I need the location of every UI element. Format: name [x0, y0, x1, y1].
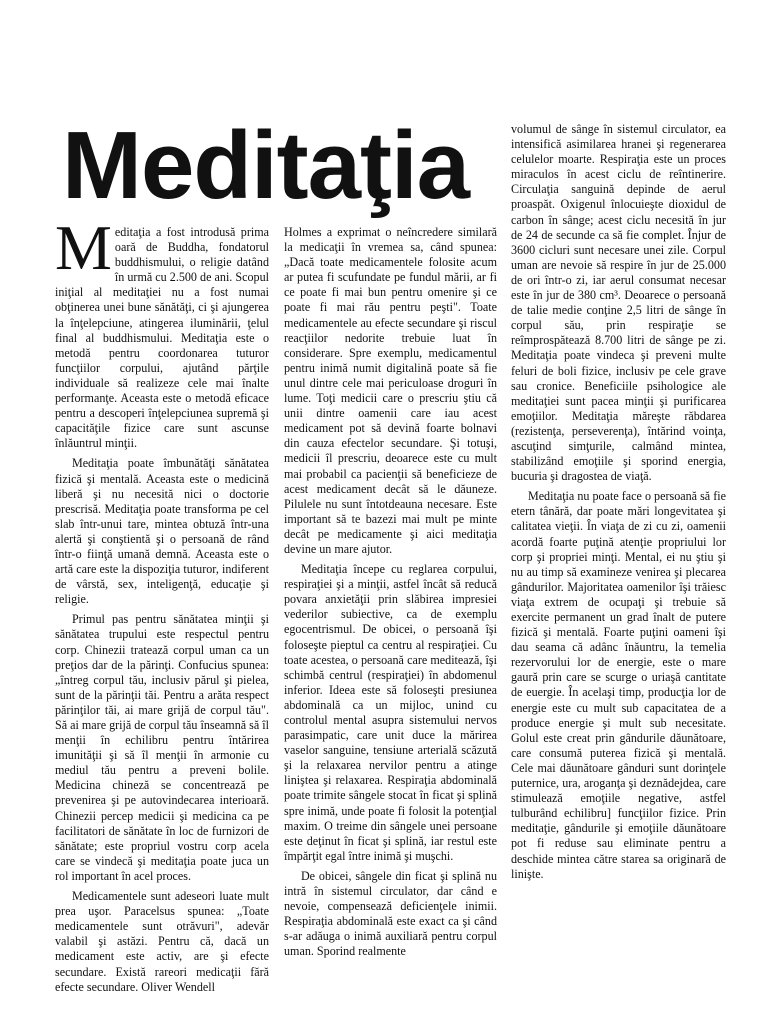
paragraph: Holmes a exprimat o neîncredere similară la medicaţii în vremea sa, când spunea: „Dacă toate medicamentele folosite acum ar putea fi scufundate pe fundul mării, ar fi ce poate fi mai bun pentru omenire şi ce poate fi mai rău pentru peşti". Toate medicamentele au efecte secundare şi riscul reacţiilor nedorite trebuie luat în considerare. Spre exemplu, medicamentul pentru inimă numit digitalină poate să fie unul dintre cele mai periculoase droguri în lume. Toţi medicii care o prescriu ştiu că unii dintre oamenii care iau acest medicament pot să devină foarte bolnavi din cauza efectelor secundare. Şi totuşi, medicii îl prescriu, deoarece este cu mult mai probabil ca pacienţii să beneficieze de acest medicament decât să le dăuneze. Pilulele nu sunt întotdeauna necesare. Este important să te bazezi mai mult pe minte decât pe medicamente şi aici meditaţia devine un mare ajutor. [284, 225, 497, 556]
paragraph-text: editaţia a fost introdusă prima oară de Buddha, fondatorul buddhismului, o religie datând în urmă cu 2.500 de ani. Scopul iniţial al meditaţiei nu a fost numai obţinerea unei bune sănătăţi, ci şi ajungerea la înţelepciune, atingerea iluminării, ţelul final al buddhismului. Meditaţia este o metodă pentru coordonarea tuturor funcţiilor corpului, ajutând părţile individuale să realizeze cele mai înalte performanţe. Aceasta este o metodă eficace pentru a descoperi înţelepciunea supremă şi capacităţile fizice care sunt ascunse înlăuntrul minţii. [55, 225, 269, 451]
column-3 [511, 122, 726, 882]
paragraph: volumul de sânge în sistemul circulator, ea intensifică asimilarea hranei şi regenerarea celulelor moarte. Respiraţia este un proces miraculos în acest ciclu de reîntinerire. Circulaţia sanguină depinde de aerul proaspăt. Oxigenul înlocuieşte dioxidul de carbon în sânge; acest ciclu necesită în jur de 24 de secunde ca să fie complet. Înjur de 3600 cicluri sunt necesare unei zile. Corpul uman are nevoie să respire în jur de 25.000 de ori într-o zi, iar aerul consumat necesar este în jur de 380 cm³. Deoarece o persoană de talie medie conţine 2,5 litri de sânge în corpul său, prin respiraţie se reîmprospătează 8.700 litri de sânge pe zi. Meditaţia poate vindeca şi preveni multe feluri de boli fizice, inclusiv pe cele grave sau cronice. Beneficiile psihologice ale meditaţiei sunt pacea minţii şi purificarea emoţiilor. Meditaţia măreşte răbdarea (rezistenţa, perseverenţa), întărind voinţa, ascuţind simţurile, calmând mintea, stabilizând emoţiile şi sporind energia, bucuria şi dragostea de viaţă. [511, 122, 726, 484]
paragraph: Meditaţia poate îmbunătăţi sănătatea fizică şi mentală. Aceasta este o medicină liberă şi nu necesită nici o doctorie prescrisă. Meditaţia poate transforma pe cel slab într-unui tare, mintea obtuză într-una alertă şi conştientă şi o persoană de rând într-o fiinţă umană demnă. Aceasta este o artă care este la dispoziţia tuturor, indiferent de vârstă, sex, inteligenţă, educaţie şi religie. [55, 456, 269, 607]
paragraph: De obicei, sângele din ficat şi splină nu intră în sistemul circulator, dar când e nevoie, compensează deficienţele inimii. Respiraţia abdominală este exact ca şi când s-ar adăuga o inimă auxiliară pentru corpul uman. Sporind realmente [284, 868, 497, 959]
paragraph: Medicamentele sunt adeseori luate mult prea uşor. Paracelsus spunea: „Toate medicamentele sunt otrăvuri", adevăr valabil şi astăzi. Pentru că, dacă un medicament este activ, are şi efecte secundare. Există rareori medicaţii fără efecte secundare. Oliver Wendell [55, 889, 269, 994]
paragraph: Primul pas pentru sănătatea minţii şi sănătatea trupului este respectul pentru corp. Chinezii tratează corpul uman ca un preţios dar de la părinţi. Confucius spunea: „întreg corpul tău, inclusiv părul şi pielea, sunt de la părinţii tăi. Pentru a arăta respect părinţilor tăi, ai mare grijă de corpul tău". Să ai mare grijă de corpul tău înseamnă să îl menţii în echilibru pentru întărirea imunităţii şi să îl menţii în armonie cu mediul tău pentru a preveni bolile. Medicina chineză se concentrează pe prevenirea şi pe autovindecarea interioară. Chinezii percep medicii şi medicina ca pe facilitatori de sănătate în loc de furnizori de sănătate; este propriul vostru corp acela care se vindecă şi meditaţia poate juca un rol important în acel proces. [55, 612, 269, 883]
column-2 [284, 225, 497, 960]
paragraph [55, 212, 269, 451]
article-title: Meditaţia [62, 112, 470, 219]
paragraph: Meditaţia nu poate face o persoană să fie etern tânără, dar poate mări longevitatea şi calitatea vieţii. În viaţa de zi cu zi, oamenii acordă foarte puţină atenţie propriului lor corp şi propriei minţi. Mental, ei nu ştiu şi nu au timp să examineze venirea şi plecarea gândurilor. Majoritatea oamenilor îşi trăiesc viaţa extrem de ocupaţi şi trebuie să exercite permanent un grad înalt de putere fizică şi mentală. Foarte puţini oameni îşi dau seama că adânc înăuntru, la temelia rezervorului lor de energie, este o mare gaură prin care se scurge o uriaşă cantitate de euergie. În acelaşi timp, producţia lor de energie este cu mult sub capacitatea de a produce energie şi mult sub necesitate. Golul este creat prin gândurile dăunătoare, care consumă puterea fizică şi mentală. Cele mai dăunătoare gânduri sunt dorinţele puternice, ura, aroganţa şi deznădejdea, care stimulează emoţiile negative, astfel tulburând echilibru] funcţiilor fizice. Prin meditaţie, gândurile şi emoţiile dăunătoare pot fi reduse sau eliminate pentru a deschide mintea către starea sa originară de linişte. [511, 489, 726, 881]
paragraph: Meditaţia începe cu reglarea corpului, respiraţiei şi a minţii, astfel încât să reducă povara anxietăţii prin slăbirea impresiei vederilor subiective, ca de exemplu egocentrismul. De obicei, o persoană îşi foloseşte pieptul ca centru al respiraţiei. Cu toate acestea, o persoană care meditează, îşi schimbă centrul (respiraţiei) în abdomenul inferior. Ideea este să foloseşti presiunea abdominală ca un mijloc, unind cu controlul mental asupra sistemului nervos parasimpatic, care unit duce la mărirea vaselor sanguine, tensiune arterială scăzută şi la relaxarea nervilor pentru a atinge liniştea şi relaxarea. Respiraţia abdominală poate trimite sângele stocat în ficat şi splină spre inimă, unde poate fi folosit la potenţial maxim. O treime din sângele unei persoane este deţinut în ficat şi splină, iar restul este împărţit egal între inimă şi muşchi. [284, 562, 497, 863]
drop-cap: M [55, 212, 112, 283]
column-1 [55, 212, 269, 995]
